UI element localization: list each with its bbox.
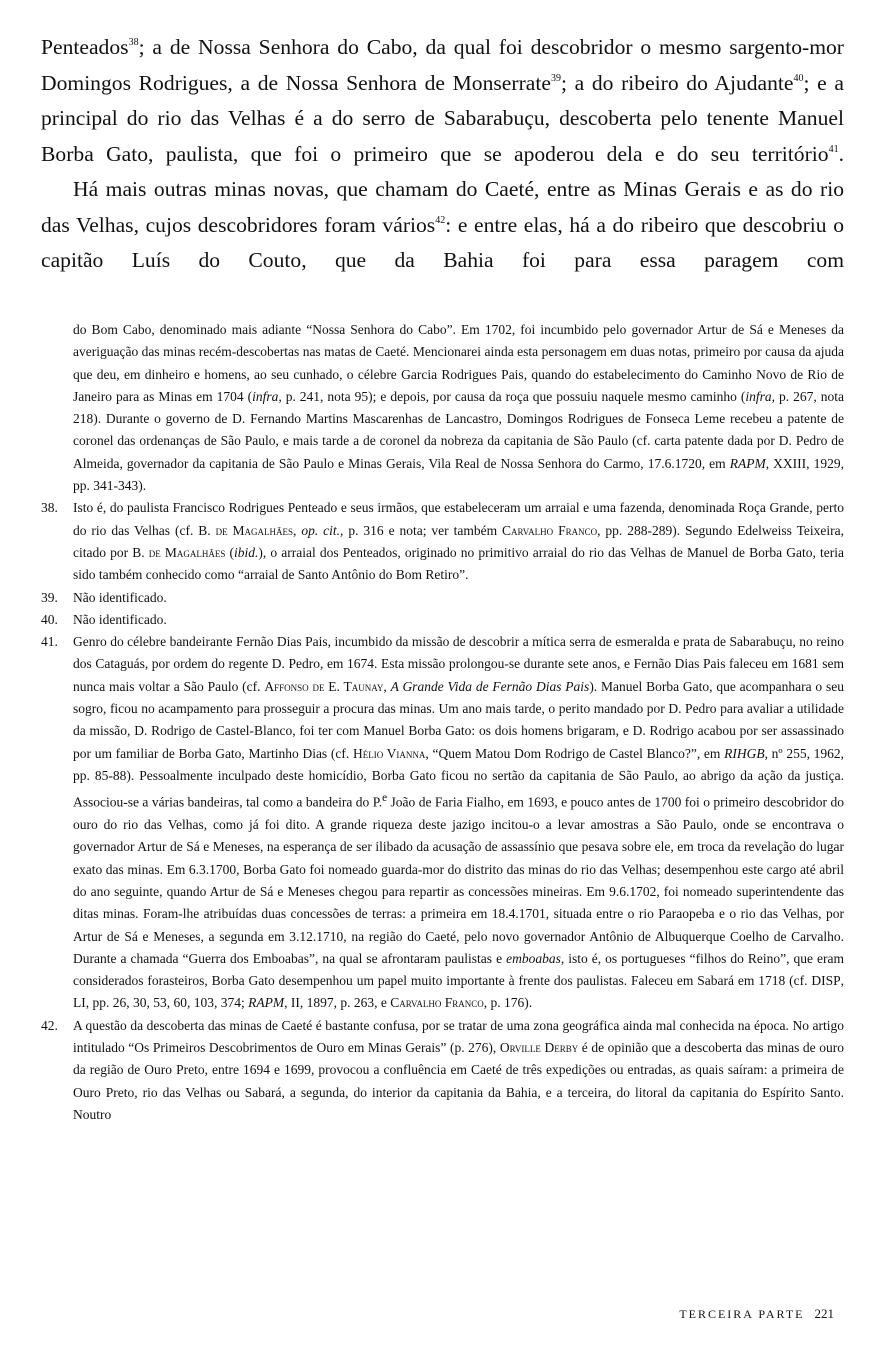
abbrev-span: RAPM [729, 455, 766, 471]
text-span: Genro do célebre bandeirante Fernão Dias Pais, incumbido da missão de descobrir a mítica serra de esmeralda e prata de Sabarabuçu, no reino dos Cataguás, por ordem do regente D. Pedro, em 1674. Esta missão prolongou-se durante sete anos, e Fernão Dias Pais faleceu em 1681 sem nunca mais voltar a São Paulo (cf. [73, 634, 844, 694]
text-span: Penteados [41, 35, 129, 59]
footnote-39 [41, 587, 844, 609]
abbrev-span: RAPM [248, 995, 285, 1011]
footnote-ref-42[interactable]: 42 [435, 214, 446, 226]
footnote-number: 41. [41, 634, 58, 650]
footnote-ref-38[interactable]: 38 [128, 37, 139, 48]
text-span: , p. 176). [483, 995, 533, 1011]
text-span: p. 267, nota 218). Durante o governo de D. Fernando Martins Mascarenhas de Lancastro, Domingos Rodrigues de Fonseca Leme recebeu a patente de coronel das ordenanças de São Paulo, e mais tarde a de coronel da nobreza da capitania de São Paulo (cf. carta patente dada por D. Pedro de Almeida, governador da capitania de São Paulo e Minas Gerais, Vila Real de Nossa Senhora do Carmo, 17.6.1720, em [73, 388, 844, 471]
text-span: , pp. 288-289). Segundo Edelweiss Teixeira, citado por B. [73, 522, 845, 560]
footnote-40 [41, 609, 844, 631]
footnote-number: 39. [41, 589, 58, 605]
text-span: do Bom Cabo, denominado mais adiante “Nossa Senhora do Cabo”. Em 1702, foi incumbido pelo governador Artur de Sá e Meneses da averiguação das minas recém-descobertas nas matas de Caeté. Mencionarei ainda esta personagem em duas notas, primeiro por causa da ajuda que deu, em dinheiro e homens, ao seu cunhado, o célebre Garcia Rodrigues Pais, quando do estabelecimento do Caminho Novo de Rio de Janeiro para as Minas em 1704 ( [73, 322, 844, 404]
author-span: Hélio Vianna [352, 745, 426, 761]
author-span: de Magalhães [215, 522, 294, 538]
footnote-41 [41, 631, 844, 1015]
text-span: , LI, pp. 26, 30, 53, 60, 103, 374; [73, 973, 844, 1011]
text-span: é de opinião que a descoberta das minas de ouro da região de Ouro Preto, entre 1694 e 1699, provocou a confluência em Caeté de três expedições ou entradas, as quais saíram: a primeira de Ouro Preto, rio das Velhas ou Sabará, a segunda, do interior da capitania da Bahia, e a terceira, do litoral da capitania do Espírito Santo. Noutro [73, 1040, 844, 1122]
author-span: Orville Derby [499, 1040, 579, 1055]
footnote-number: 40. [41, 611, 58, 627]
text-span: . [838, 141, 844, 166]
footnote-38 [41, 497, 844, 586]
text-span: Há mais outras minas novas, que chamam do Caeté, entre as Minas Gerais e as do rio das Velhas, cujos descobridores foram vários [41, 177, 844, 237]
italic-span: ibid. [233, 544, 259, 560]
paragraph-1 [41, 30, 844, 172]
text-span: A questão da descoberta das minas de Caeté é bastante confusa, por se tratar de uma zona geográfica ainda mal conhecida na época. No artigo intitulado “Os Primeiros Descobrimentos de Ouro em Minas Gerais” (p. 276), [73, 1017, 844, 1055]
italic-span: op. cit. [301, 522, 341, 538]
text-span: Não identificado. [73, 589, 167, 605]
text-span: ( [225, 544, 234, 560]
text-span: ; a do ribeiro do Ajudante [560, 70, 794, 95]
italic-span: emboabas, [506, 950, 565, 966]
author-span: Carvalho Franco [390, 995, 484, 1011]
text-span: Isto é, do paulista Francisco Rodrigues Penteado e seus irmãos, que estabeleceram um arraial e uma fazenda, denominada Roça Grande, perto do rio das Velhas (cf. B. [73, 500, 844, 538]
text-span: ; e a principal do rio das Velhas é a do serro de Sabarabuçu, descoberta pelo tenente Manuel Borba Gato, paulista, que foi o primeiro que se apoderou dela e do seu território [41, 70, 844, 166]
text-span: isto é, os portugueses “filhos do Reino”, que eram considerados forasteiros, Borba Gato desempenhou um papel muito importante à frente dos paulistas. Faleceu em Sabará em 1718 (cf. [73, 950, 844, 989]
text-span: ; a de Nossa Senhora do Cabo, da qual foi descobridor o mesmo sargento-mor Domingos Rodrigues, a de Nossa Senhora de Monserrate [41, 35, 844, 95]
footnote-ref-41[interactable]: 41 [828, 143, 839, 155]
section-title: TERCEIRA PARTE [679, 1307, 805, 1321]
footnote-ref-39[interactable]: 39 [550, 72, 561, 84]
text-span: , “Quem Matou Dom Rodrigo de Castel Blanco?”, em [425, 745, 725, 761]
text-span: , II, 1897, p. 263, e [284, 995, 391, 1011]
text-span: João de Faria Fialho, em 1693, e pouco antes de 1700 foi o primeiro descobridor do ouro do rio das Velhas, como já foi dito. A grande riqueza deste jazigo incitou-o a levar amostras a São Paulo, onde se encontrava o governador Artur de Sá e Meneses, na esperança de ser ilibado da acusação de assassínio que pesava sobre ele, em troca da revelação do lugar exato das minas. Em 6.3.1700, Borba Gato foi nomeado guarda-mor do distrito das minas do rio das Velhas; desempenhou este cargo até abril do ano seguinte, quando Artur de Sá e Meneses chegou para repartir as concessões mineiras. Em 9.6.1702, foi nomeado superintendente das ditas minas. Foram-lhe atribuídas duas concessões de terras: a primeira em 18.4.1701, situada entre o rio Paraopeba e o rio das Velhas, por Artur de Sá e Meneses, a segunda em 3.12.1710, na região do Caeté, pelo novo governador Antônio de Albuquerque Coelho de Carvalho. Durante a chamada “Guerra dos Emboabas”, na qual se afrontaram paulistas e [73, 794, 844, 966]
italic-span: infra, [745, 388, 776, 404]
paragraph-2 [41, 172, 844, 279]
text-span: , nº 255, 1962, pp. 85-88). Pessoalmente inculpado deste homicídio, Borba Gato ficou no sertão da capitania de São Paulo, ao abrigo da ação da justiça. Associou-se a várias bandeiras, tal como a bandeira do P. [73, 745, 845, 810]
text-span: ). Manuel Borba Gato, que acompanhara o seu sogro, ficou no acampamento para prosseguir a procura das minas. Um ano mais tarde, o perito mandado por D. Pedro para avaliar a utilidade da missão, D. Rodrigo de Castel-Blanco, foi ter com Manuel Borba Gato: os dois homens brigaram, e D. Rodrigo acabou por ser assassinado por um familiar de Borba Gato, Martinho Dias (cf. [73, 678, 845, 761]
text-span: : e entre elas, há a do ribeiro que descobriu o capitão Luís do Couto, que da Bahia foi para essa paragem com [41, 212, 844, 272]
text-span: ), o arraial dos Penteados, originado no primitivo arraial do rio das Velhas de Manuel de Borba Gato, teria sido também conhecido como “arraial de Santo Antônio do Bom Retiro”. [73, 544, 845, 583]
text-span: , p. 316 e nota; ver também [340, 522, 503, 538]
page-number: 221 [814, 1306, 834, 1321]
footnote-number: 42. [41, 1017, 58, 1033]
text-span: , [293, 522, 302, 538]
author-span: Carvalho Franco [502, 522, 598, 538]
footnote-ref-40[interactable]: 40 [793, 72, 804, 84]
author-span: de Magalhães [148, 544, 226, 560]
text-span: Não identificado. [73, 611, 167, 627]
footnotes [41, 319, 844, 1126]
abbrev-span: RIHGB [724, 745, 765, 761]
italic-span: A Grande Vida de Fernão Dias Pais [390, 678, 590, 694]
italic-span: infra, [252, 388, 282, 404]
running-footer [679, 1306, 834, 1322]
main-text [41, 30, 844, 279]
footnote-42 [41, 1015, 844, 1126]
abbrev-span: DISP [811, 973, 841, 989]
author-span: Affonso de E. Taunay [264, 678, 384, 694]
text-span: , XXIII, 1929, pp. 341-343). [73, 455, 844, 494]
text-span: , [383, 678, 391, 694]
footnote-continuation [73, 319, 844, 497]
text-span: p. 241, nota 95); e depois, por causa da roça que possuiu naquele mesmo caminho ( [281, 388, 746, 404]
footnote-number: 38. [41, 500, 58, 516]
superscript-span: e [382, 792, 388, 805]
